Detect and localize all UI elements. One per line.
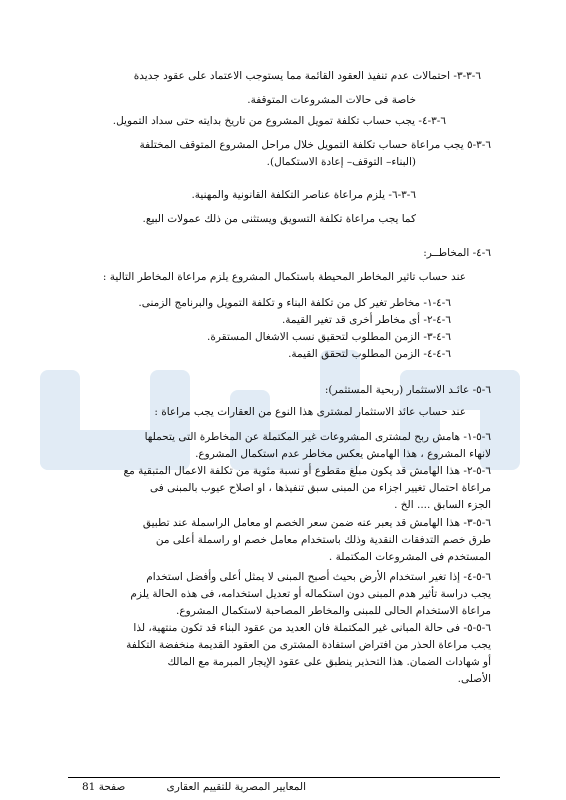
list-item: الأصلى.	[457, 673, 491, 685]
list-item: ٦-٤-١- مخاطر تغير كل من تكلفة البناء و تكلفة التمويل والبرنامج الزمنى.	[138, 297, 451, 309]
text-line: ٦-٣-٦- يلزم مراعاة عناصر التكلفة القانونية والمهنية.	[191, 189, 416, 201]
list-item: يجب دراسة تأثير هدم المبنى دون استكماله أو تعديل استخدامه، فى هذه الحالة يلزم	[130, 588, 491, 600]
text-line: ٦-٣-٥ يجب مراعاة حساب تكلفة التمويل خلال مراحل المشروع المتوقف المختلفة	[139, 139, 491, 151]
list-item: ٦-٥-٥- فى حالة المبانى غير المكتملة فان العديد من عقود البناء قد تكون منتهية، لذا	[133, 622, 491, 634]
footer-page-number: صفحة 81	[82, 781, 126, 793]
list-item: ٦-٥-٤- إذا تغير استخدام الأرض بحيث أصبح المبنى لا يمثل أعلى وأفضل استخدام	[146, 571, 491, 583]
list-item: لانهاء المشروع ، هذا الهامش يعكس مخاطر عدم استكمال المشروع.	[195, 448, 491, 460]
text-line: خاصة فى حالات المشروعات المتوقفة.	[247, 94, 416, 106]
text-line: (البناء– التوقف– إعادة الاستكمال).	[266, 156, 416, 168]
list-item: ٦-٥-١- هامش ربح لمشترى المشروعات غير المكتملة عن المخاطرة التى يتحملها	[144, 431, 491, 443]
list-item: مراعاة الاستخدام الحالى للمبنى والمخاطر المصاحبة لاستكمال المشروع.	[176, 605, 491, 617]
text-line: كما يجب مراعاة تكلفة التسويق ويستثنى من ذلك عمولات البيع.	[142, 213, 416, 225]
list-item: يجب مراعاة الحذر من افتراض استفادة المشترى من العقود القديمة منخفضة التكلفة	[126, 639, 491, 651]
list-item: المستخدم فى المشروعات المكتملة .	[328, 551, 491, 563]
list-item: ٦-٤-٣- الزمن المطلوب لتحقيق نسب الاشغال المستقرة.	[207, 331, 451, 343]
footer-title: المعايير المصرية للتقييم العقارى	[166, 781, 306, 793]
text-line: ٦-٣-٣- احتمالات عدم تنفيذ العقود القائمة مما يستوجب الاعتماد على عقود جديدة	[133, 70, 481, 82]
list-item: طرق خصم التدفقات النقدية وذلك باستخدام معامل خصم او راسملة أعلى من	[155, 534, 491, 546]
section-heading: ٦-٥- عائـد الاستثمار (ربحية المستثمر):	[324, 384, 491, 396]
list-item: أو شهادات الضمان. هذا التحذير ينطبق على عقود الإيجار المبرمة مع المالك	[167, 656, 491, 668]
list-item: ٦-٥-٢- هذا الهامش قد يكون مبلغ مقطوع أو نسبة مئوية من تكلفة الاعمال المتبقية مع	[123, 465, 491, 477]
list-item: الجزء السابق .... الخ .	[394, 499, 491, 511]
text-line: عند حساب عائد الاستثمار لمشترى هذا النوع من العقارات يجب مراعاة :	[154, 406, 466, 418]
list-item: ٦-٤-٢- أى مخاطر أخرى قد تغير القيمة.	[281, 314, 451, 326]
footer-divider	[68, 777, 500, 778]
list-item: ٦-٤-٤- الزمن المطلوب لتحقق القيمة.	[288, 348, 451, 360]
text-line: ٦-٣-٤- يجب حساب تكلفة تمويل المشروع من تاريخ بدايته حتى سداد التمويل.	[112, 115, 446, 127]
text-line: عند حساب تاثير المخاطر المحيطة باستكمال المشروع يلزم مراعاة المخاطر التالية :	[102, 271, 466, 283]
list-item: مراعاة احتمال تغيير اجزاء من المبنى سبق تنفيذها ، او اصلاح عيوب بالمبنى فى	[149, 482, 491, 494]
list-item: ٦-٥-٣- هذا الهامش قد يعبر عنه ضمن سعر الخصم او معامل الراسملة عند تطبيق	[142, 517, 491, 529]
section-heading: ٦-٤- المخاطــر:	[423, 247, 491, 259]
